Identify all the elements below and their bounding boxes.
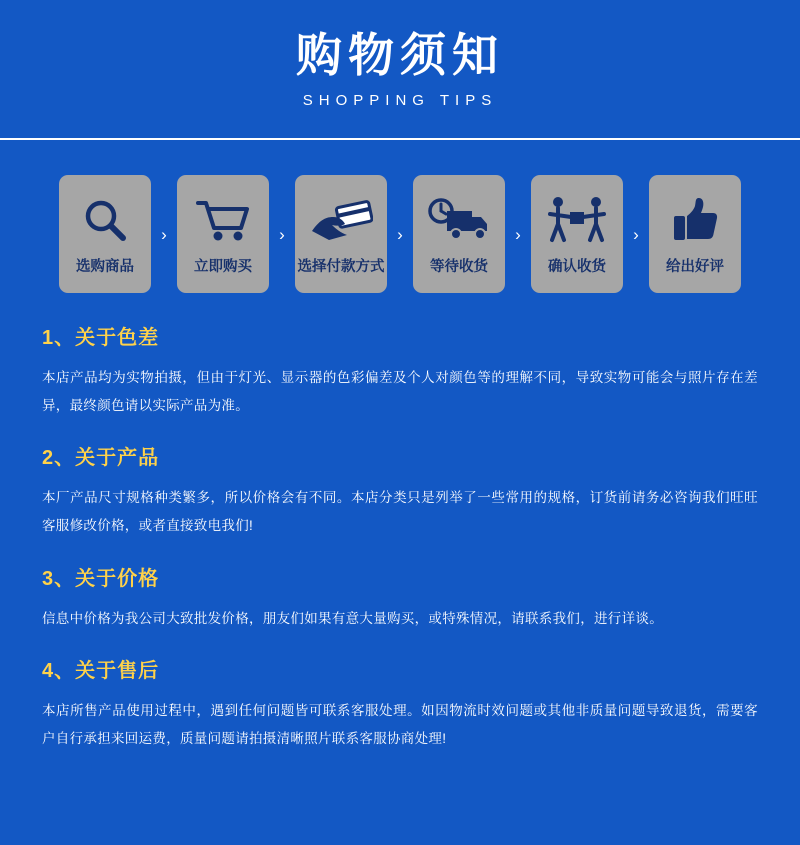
step-item-give-review xyxy=(649,175,741,293)
step-label: 选购商品 xyxy=(76,259,134,275)
step-arrow: › xyxy=(633,224,639,244)
section-body: 本店产品均为实物拍摄，但由于灯光、显示器的色彩偏差及个人对颜色等的理解不同，导致实物可能会与照片存在差异，最终颜色请以实际产品为准。 xyxy=(42,370,758,413)
section-body: 本厂产品尺寸规格种类繁多，所以价格会有不同。本店分类只是列举了一些常用的规格，订货前请务必咨询我们旺旺客服修改价格，或者直接致电我们! xyxy=(42,490,758,534)
step-arrow: › xyxy=(279,224,285,244)
step-arrow: › xyxy=(515,224,521,244)
section-color-difference xyxy=(42,321,758,419)
step-label: 确认收货 xyxy=(548,259,606,275)
page-title: 购物须知 xyxy=(296,29,504,82)
page-header xyxy=(0,0,800,140)
section-body: 本店所售产品使用过程中，遇到任何问题皆可联系客服处理。如因物流时效问题或其他非质量问题导致退货，需要客户自行承担来回运费，质量问题请拍摄清晰照片联系客服协商处理! xyxy=(42,703,758,747)
section-title: 2、关于产品 xyxy=(42,447,160,470)
section-after-sales xyxy=(42,654,758,752)
step-label: 给出好评 xyxy=(666,259,724,275)
purchase-steps xyxy=(0,140,800,303)
section-product xyxy=(42,441,758,539)
section-price xyxy=(42,562,758,633)
step-item-waiting-delivery xyxy=(413,175,505,293)
tips-content xyxy=(0,303,800,753)
step-item-select-product xyxy=(59,175,151,293)
step-arrow: › xyxy=(397,224,403,244)
page-subtitle: SHOPPING TIPS xyxy=(302,91,498,109)
section-title: 1、关于色差 xyxy=(42,327,160,349)
step-item-payment-method xyxy=(295,175,387,293)
thumbs-up-icon xyxy=(669,189,721,251)
section-body: 信息中价格为我公司大致批发价格，朋友们如果有意大量购买，或特殊情况，请联系我们，进行详谈。 xyxy=(42,610,663,626)
section-title: 4、关于售后 xyxy=(42,660,160,683)
step-label: 选择付款方式 xyxy=(297,259,385,275)
delivery-truck-clock-icon xyxy=(427,189,491,251)
step-label: 立即购买 xyxy=(194,259,252,275)
step-label: 等待收货 xyxy=(430,259,488,275)
step-item-buy-now xyxy=(177,175,269,293)
hand-credit-card-icon xyxy=(309,189,373,251)
magnifier-icon xyxy=(80,189,130,251)
section-title: 3、关于价格 xyxy=(42,567,160,590)
shopping-cart-icon xyxy=(194,189,252,251)
step-arrow: › xyxy=(161,224,167,244)
handover-package-icon xyxy=(545,189,609,251)
step-item-confirm-receipt xyxy=(531,175,623,293)
